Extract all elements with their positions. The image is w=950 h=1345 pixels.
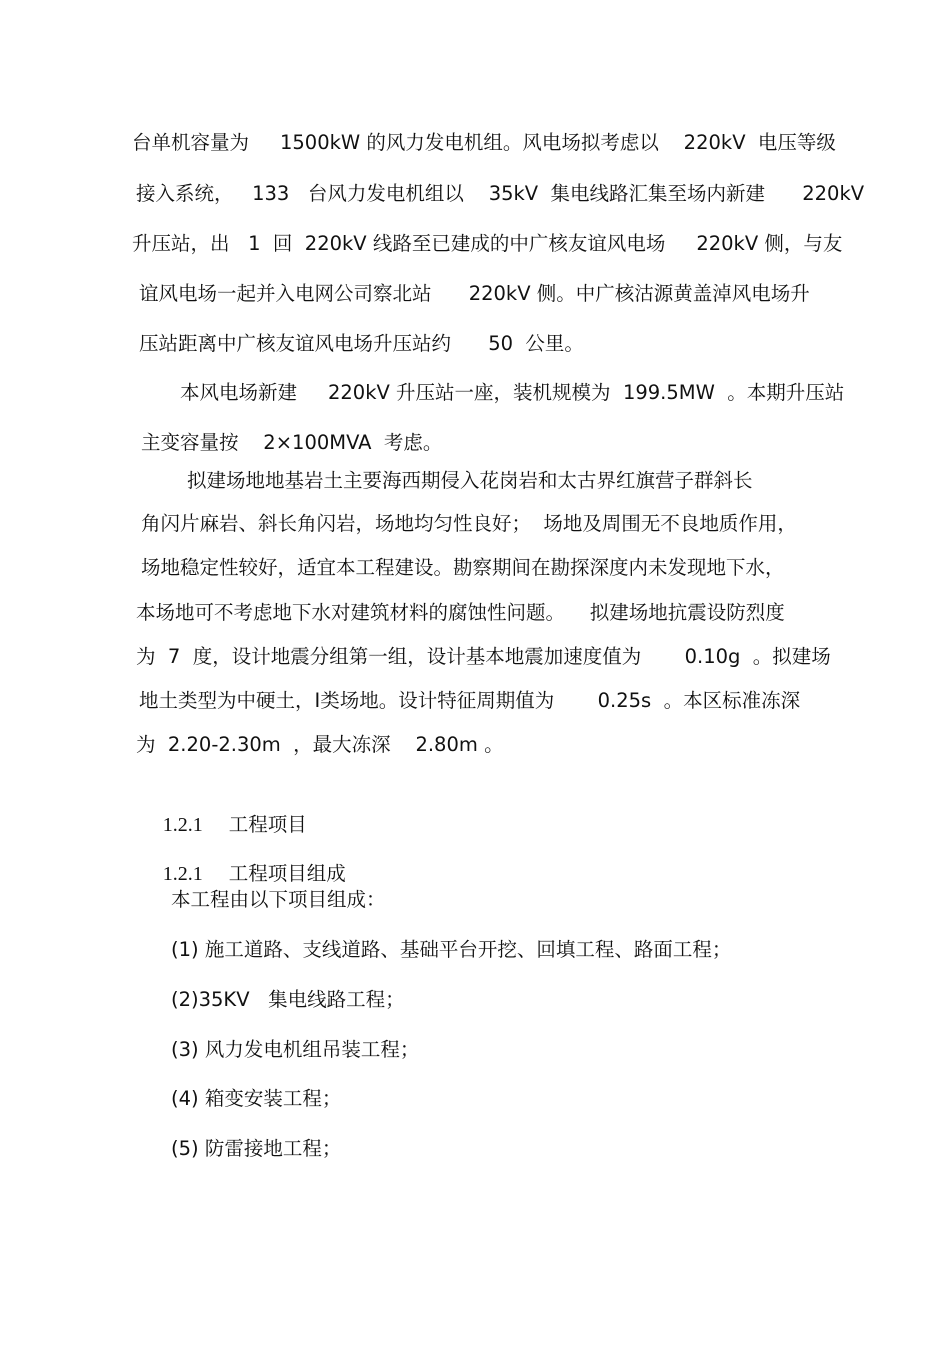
section-title: 工程项目 xyxy=(228,813,307,836)
text-line: 主变容量按 2×100MVA 考虑。 xyxy=(141,431,443,454)
text-line: 本风电场新建 220kV 升压站一座，装机规模为 199.5MW 。本期升压站 xyxy=(180,381,845,404)
text-line: 升压站，出 1 回 220kV 线路至已建成的中广核友谊风电场 220kV 侧，与友 xyxy=(132,232,843,255)
text-line: 压站距离中广核友谊风电场升压站约 50 公里。 xyxy=(139,332,584,355)
composition-intro: 本工程由以下项目组成： xyxy=(171,888,386,911)
text-line: 本场地可不考虑地下水对建筑材料的腐蚀性问题。 拟建场地抗震设防烈度 xyxy=(136,601,785,624)
section-number: 1.2.1 xyxy=(162,863,203,885)
list-item: (4) 箱变安装工程； xyxy=(171,1087,342,1110)
section-title: 工程项目组成 xyxy=(228,862,346,885)
section-number: 1.2.1 xyxy=(162,814,203,836)
text-line: 谊风电场一起并入电网公司察北站 220kV 侧。中广核沽源黄盖淖风电场升 xyxy=(139,282,810,305)
text-line: 角闪片麻岩、斜长角闪岩，场地均匀性良好； 场地及周围无不良地质作用， xyxy=(141,512,797,535)
text-line: 接入系统， 133 台风力发电机组以 35kV 集电线路汇集至场内新建 220kV xyxy=(136,182,865,205)
text-line: 拟建场地地基岩土主要海西期侵入花岗岩和太古界红旗营子群斜长 xyxy=(187,469,753,492)
text-line: 地土类型为中硬土，Ⅰ类场地。设计特征周期值为 0.25s 。本区标准冻深 xyxy=(139,689,801,712)
list-item: (5) 防雷接地工程； xyxy=(171,1137,342,1160)
list-item: (2)35KV 集电线路工程； xyxy=(171,988,405,1011)
list-item: (3) 风力发电机组吊装工程； xyxy=(171,1038,420,1061)
text-line: 为 7 度，设计地震分组第一组，设计基本地震加速度值为 0.10g 。拟建场 xyxy=(136,645,831,668)
text-line: 场地稳定性较好，适宜本工程建设。勘察期间在勘探深度内未发现地下水， xyxy=(141,556,785,579)
list-item: (1) 施工道路、支线道路、基础平台开挖、回填工程、路面工程； xyxy=(171,938,732,961)
text-line: 台单机容量为 1500kW 的风力发电机组。风电场拟考虑以 220kV 电压等级 xyxy=(132,131,836,154)
text-line: 为 2.20-2.30m ，最大冻深 2.80m 。 xyxy=(136,733,504,756)
